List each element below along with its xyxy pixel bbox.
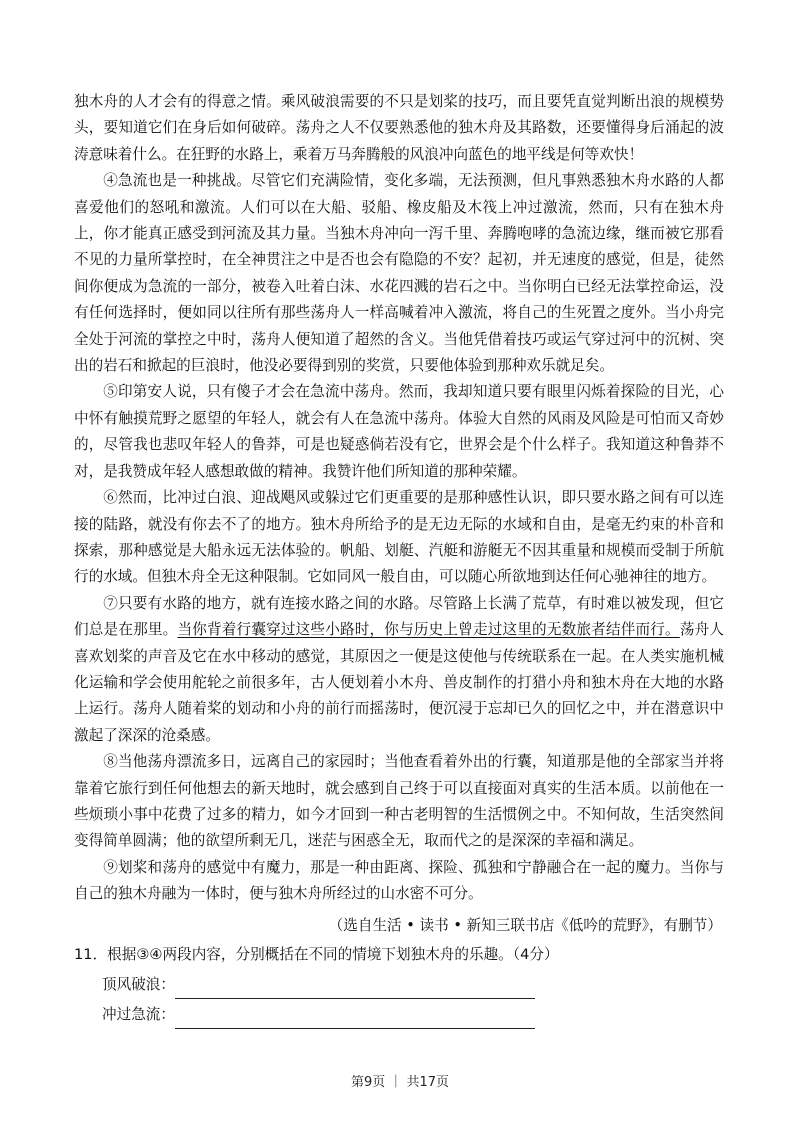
paragraph-7-part-b: 荡舟人喜欢划桨的声音及它在水中移动的感觉，其原因之一便是这使他与传统联系在一起。在人类实施机械化运输和学会使用舵轮之前很多年，古人便划着小木舟、兽皮制作的打猎小舟和独木舟在大地的水路上运行。荡舟人随着桨的划动和小舟的前行而摇荡时，便沉浸于忘却已久的回忆之中，并在潜意识中激起了深深的沧桑感。 (74, 621, 724, 744)
paragraph-7-part-a: ⑦只要有水路的地方，就有连接水路之间的水路。尽管路上长满了荒草，有时难以被发现，但它们总是在那里。 (74, 594, 724, 639)
paragraph-5: ⑤印第安人说，只有傻子才会在急流中荡舟。然而，我却知道只要有眼里闪烁着探险的目光，心中怀有触摸荒野之愿望的年轻人，就会有人在急流中荡舟。体验大自然的风雨及风险是可怕而又奇妙的，尽管我也悲叹年轻人的鲁莽，可是也疑惑倘若没有它，世界会是个什么样子。我知道这种鲁莽不对，是我赞成年轻人感想敢做的精神。我赞许他们所知道的那种荣耀。 (74, 383, 724, 480)
paragraph-9: ⑨划桨和荡舟的感觉中有魔力，那是一种由距离、探险、孤独和宁静融合在一起的魔力。当你与自己的独木舟融为一体时，便与独木舟所经过的山水密不可分。 (74, 858, 724, 903)
question-stem: 11．根据③④两段内容，分别概括在不同的情境下划独木舟的乐趣。（4分） (74, 946, 559, 963)
answer-row-2 (102, 999, 734, 1029)
answer-label-1: 顶风破浪： (102, 976, 175, 993)
paragraph-7 (74, 591, 724, 749)
answer-blank-2[interactable] (175, 1008, 535, 1029)
paragraph-4: ④急流也是一种挑战。尽管它们充满险情，变化多端，无法预测，但凡事熟悉独木舟水路的人都喜爱他们的怒吼和激流。人们可以在大船、驳船、橡皮船及木筏上冲过激流，然而，只有在独木舟上，你才能真正感受到河流及其力量。当独木舟冲向一泻千里、奔腾咆哮的急流边缘，继而被它那看不见的力量所掌控时，在全神贯注之中是否也会有隐隐的不安？起初，并无速度的感觉，但是，徒然间你便成为急流的一部分，被卷入吐着白沫、水花四溅的岩石之中。当你明白已经无法掌控命运，没有任何选择时，便如同以往所有那些荡舟人一样高喊着冲入激流，将自己的生死置之度外。当小舟完全处于河流的掌控之中时，荡舟人便知道了超然的含义。当他凭借着技巧或运气穿过河中的沉树、突出的岩石和掀起的巨浪时，他没必要得到别的奖赏，只要他体验到那种欢乐就足矣。 (74, 172, 724, 375)
reading-passage (74, 89, 724, 908)
page-footer: 第9页 ｜ 共17页 (350, 1075, 450, 1090)
answer-label-2: 冲过急流： (102, 1006, 175, 1023)
underlined-sentence: 当你背着行囊穿过这些小路时，你与历史上曾走过这里的无数旅者结伴而行。 (177, 621, 680, 639)
paragraph-6: ⑥然而，比冲过白浪、迎战飓风或躲过它们更重要的是那种感性认识，即只要水路之间有可以连接的陆路，就没有你去不了的地方。独木舟所给予的是无边无际的水域和自由，是毫无约束的朴音和探索，那种感觉是大船永远无法体验的。帆船、划艇、汽艇和游艇无不因其重量和规模而受制于所航行的水域。但独木舟全无这种限制。它如同风一般自由，可以随心所欲地到达任何心驰神往的地方。 (74, 489, 724, 586)
question-11 (74, 941, 734, 1029)
answer-blank-1[interactable] (175, 978, 535, 999)
paragraph-8: ⑧当他荡舟漂流多日，远离自己的家园时；当他查看着外出的行囊，知道那是他的全部家当并将靠着它旅行到任何他想去的新天地时，就会感到自己终于可以直接面对真实的生活本质。以前他在一些烦琐小事中花费了过多的精力，如今才回到一种古老明智的生活惯例之中。不知何故，生活突然间变得简单圆满；他的欲望所剩无几，迷茫与困惑全无，取而代之的是深深的幸福和满足。 (74, 753, 724, 850)
paragraph-3-continued: 独木舟的人才会有的得意之情。乘风破浪需要的不只是划桨的技巧，而且要凭直觉判断出浪的规模势头，要知道它们在身后如何破碎。荡舟之人不仅要熟悉他的独木舟及其路数，还要懂得身后涌起的波涛意味着什么。在狂野的水路上，乘着万马奔腾般的风浪冲向蓝色的地平线是何等欢快！ (74, 93, 724, 163)
answer-row-1 (102, 969, 734, 999)
source-citation: （选自生活 • 读书 • 新知三联书店《低吟的荒野》，有删节） (328, 917, 722, 934)
